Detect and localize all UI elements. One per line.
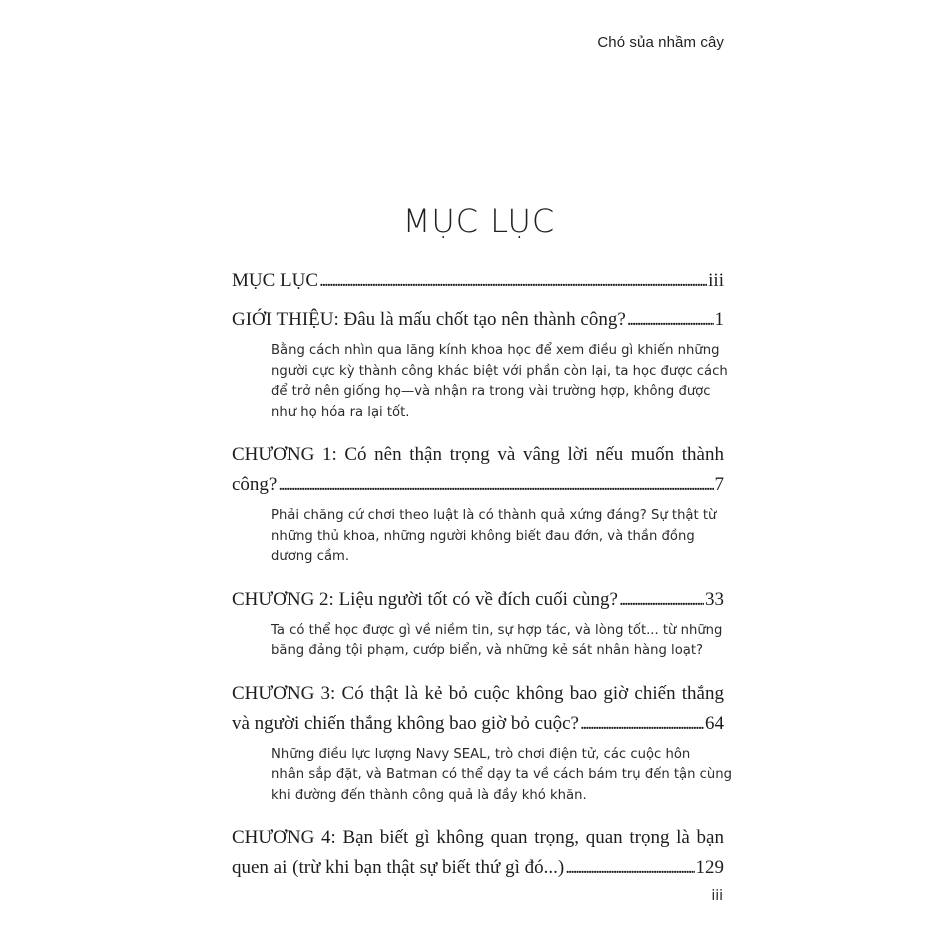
toc-entry-title: công?	[232, 474, 278, 495]
description-line: để trở nên giống họ—và nhận ra trong vài trường hợp, không được	[271, 384, 711, 399]
toc-entry-title: CHƯƠNG 2: Liệu người tốt có về đích cuối cùng?	[232, 588, 618, 610]
dot-leader	[580, 709, 704, 739]
dot-leader	[565, 853, 694, 883]
toc-entry-description	[271, 745, 733, 807]
dot-leader	[627, 305, 714, 335]
toc-entry-line	[232, 266, 724, 296]
description-line: Bằng cách nhìn qua lăng kính khoa học để xem điều gì khiến những	[271, 343, 720, 358]
toc-entry-gioi-thieu[interactable]	[232, 305, 724, 335]
toc-entry-description	[271, 506, 717, 568]
toc-page-number: 129	[695, 857, 724, 878]
toc-entry-line	[232, 305, 724, 335]
toc-page-number: 64	[705, 712, 724, 734]
toc-entry-chuong-3[interactable]	[232, 679, 724, 739]
description-line: khi đường đến thành công quả là đầy khó khăn.	[271, 787, 587, 803]
table-of-contents	[232, 266, 733, 883]
toc-entry-chuong-2[interactable]	[232, 585, 724, 615]
toc-entry-line	[232, 853, 724, 883]
toc-entry-line	[232, 709, 724, 739]
toc-entry-description	[271, 341, 728, 423]
toc-page-number: 7	[714, 474, 724, 495]
description-line: Những điều lực lượng Navy SEAL, trò chơi điện tử, các cuộc hôn	[271, 746, 691, 762]
toc-entry-title-line-1: CHƯƠNG 3: Có thật là kẻ bỏ cuộc không bao giờ chiến thắng	[232, 682, 724, 704]
toc-page-number: 33	[705, 588, 724, 610]
toc-entry-title-line-1: CHƯƠNG 4: Bạn biết gì không quan trọng, quan trọng là bạn	[232, 827, 724, 848]
dot-leader	[619, 585, 704, 615]
toc-title: MỤC LỤC	[402, 202, 556, 240]
toc-entry-line	[232, 585, 724, 615]
toc-page-number: iii	[708, 270, 724, 291]
toc-entry-title: quen ai (trừ khi bạn thật sự biết thứ gì đó...)	[232, 857, 565, 878]
description-line: những thủ khoa, những người không biết đau đớn, và thần đồng	[271, 528, 695, 544]
running-header: Chó sủa nhầm cây	[597, 34, 724, 51]
toc-entry-title: GIỚI THIỆU: Đâu là mấu chốt tạo nên thành công?	[232, 309, 626, 330]
toc-entry-chuong-1[interactable]	[232, 440, 724, 500]
toc-entry-chuong-4[interactable]	[232, 823, 724, 883]
toc-entry-title: MỤC LỤC	[232, 270, 319, 291]
dot-leader	[278, 470, 713, 500]
description-line: Phải chăng cứ chơi theo luật là có thành quả xứng đáng? Sự thật từ	[271, 508, 717, 523]
description-line: người cực kỳ thành công khác biệt với phần còn lại, ta học được cách	[271, 363, 728, 379]
toc-entry-muc-luc[interactable]	[232, 266, 724, 296]
description-line: nhân sắp đặt, và Batman có thể dạy ta về cách bám trụ đến tận cùng	[271, 767, 733, 782]
description-line: băng đảng tội phạm, cướp biển, và những kẻ sát nhân hàng loạt?	[271, 643, 704, 658]
toc-entry-title: và người chiến thắng không bao giờ bỏ cuộc?	[232, 712, 579, 734]
description-line: dương cầm.	[271, 549, 350, 564]
description-line: Ta có thể học được gì về niềm tin, sự hợp tác, và lòng tốt... từ những	[271, 622, 723, 638]
dot-leader	[319, 266, 707, 296]
toc-page-number: 1	[714, 309, 724, 330]
page-folio: iii	[711, 888, 723, 904]
toc-entry-line	[232, 470, 724, 500]
toc-entry-title-line-1: CHƯƠNG 1: Có nên thận trọng và vâng lời nếu muốn thành	[232, 444, 724, 465]
toc-entry-description	[271, 621, 723, 662]
description-line: như họ hóa ra lại tốt.	[271, 404, 410, 420]
